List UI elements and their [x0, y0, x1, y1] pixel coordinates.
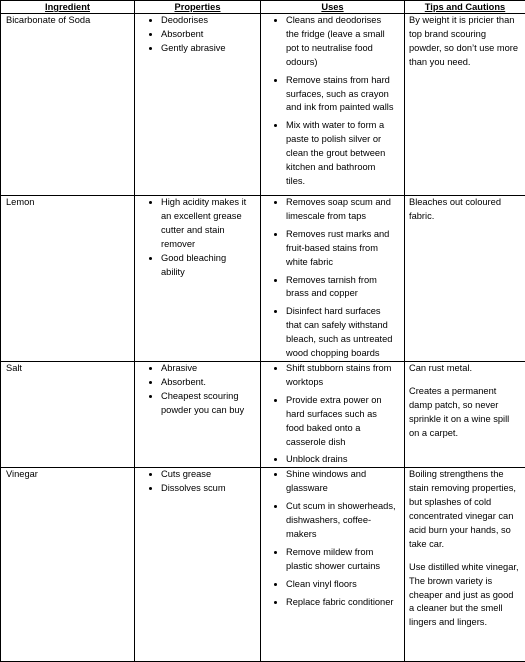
- tips-cell: [405, 468, 525, 662]
- uses-list: [265, 14, 396, 189]
- properties-cell: [135, 196, 261, 362]
- table-row: [1, 468, 525, 662]
- tip-text: Creates a permanent damp patch, so never sprinkle it on a wine spill on a carpet.: [409, 385, 521, 441]
- header-ingredient: Ingredient: [1, 1, 135, 14]
- list-item: • Absorbent.: [161, 376, 248, 390]
- tip-text: Can rust metal.: [409, 362, 521, 376]
- list-item: • Gently abrasive: [161, 42, 248, 56]
- uses-cell: [261, 468, 405, 662]
- list-item: • Removes soap scum and limescale from taps: [286, 196, 396, 224]
- list-item: • Abrasive: [161, 362, 248, 376]
- header-properties: Properties: [135, 1, 261, 14]
- tips-cell: [405, 196, 525, 362]
- list-item: • Disinfect hard surfaces that can safely withstand bleach, such as untreated wood chopping boards: [286, 305, 396, 361]
- header-row: [1, 1, 525, 14]
- properties-cell: [135, 468, 261, 662]
- properties-cell: [135, 14, 261, 196]
- list-item: • Shift stubborn stains from worktops: [286, 362, 396, 390]
- tip-text: Bleaches out coloured fabric.: [409, 196, 521, 224]
- uses-list: [265, 362, 396, 467]
- table-row: [1, 361, 525, 467]
- properties-list: [139, 468, 248, 496]
- tips-cell: [405, 361, 525, 467]
- tip-text: Use distilled white vinegar, The brown variety is cheaper and just as good a cleaner but the smell lingers and lingers.: [409, 561, 521, 631]
- list-item: • Cheapest scouring powder you can buy: [161, 390, 248, 418]
- list-item: • Good bleaching ability: [161, 252, 248, 280]
- ingredient-cell: Vinegar: [1, 468, 135, 662]
- ingredient-cell: Bicarbonate of Soda: [1, 14, 135, 196]
- list-item: • Deodorises: [161, 14, 248, 28]
- list-item: • High acidity makes it an excellent grease cutter and stain remover: [161, 196, 248, 252]
- uses-cell: [261, 196, 405, 362]
- tips-cell: [405, 14, 525, 196]
- list-item: • Shine windows and glassware: [286, 468, 396, 496]
- tip-text: Boiling strengthens the stain removing properties, but splashes of cold concentrated vinegar can acid burn your hands, so take car.: [409, 468, 521, 551]
- uses-list: [265, 196, 396, 361]
- list-item: • Remove mildew from plastic shower curtains: [286, 546, 396, 574]
- list-item: • Cuts grease: [161, 468, 248, 482]
- header-tips-and-cautions: Tips and Cautions: [405, 1, 525, 14]
- list-item: • Mix with water to form a paste to polish silver or clean the grout between kitchen and bathroom tiles.: [286, 119, 396, 189]
- uses-cell: [261, 14, 405, 196]
- properties-list: [139, 362, 248, 418]
- list-item: • Provide extra power on hard surfaces such as food baked onto a casserole dish: [286, 394, 396, 450]
- list-item: • Cut scum in showerheads, dishwashers, coffee-makers: [286, 500, 396, 542]
- table-row: [1, 14, 525, 196]
- list-item: • Replace fabric conditioner: [286, 596, 396, 610]
- tip-text: By weight it is pricier than top brand scouring powder, so don’t use more than you need.: [409, 14, 521, 70]
- list-item: • Absorbent: [161, 28, 248, 42]
- properties-list: [139, 14, 248, 56]
- list-item: • Cleans and deodorises the fridge (leave a small pot to neutralise food odours): [286, 14, 396, 70]
- properties-list: [139, 196, 248, 279]
- list-item: • Unblock drains: [286, 453, 396, 467]
- header-uses: Uses: [261, 1, 405, 14]
- uses-cell: [261, 361, 405, 467]
- list-item: • Dissolves scum: [161, 482, 248, 496]
- table-row: [1, 196, 525, 362]
- list-item: • Remove stains from hard surfaces, such as crayon and ink from painted walls: [286, 74, 396, 116]
- ingredient-cell: Salt: [1, 361, 135, 467]
- properties-cell: [135, 361, 261, 467]
- list-item: • Clean vinyl floors: [286, 578, 396, 592]
- list-item: • Removes tarnish from brass and copper: [286, 274, 396, 302]
- uses-list: [265, 468, 396, 609]
- ingredient-cell: Lemon: [1, 196, 135, 362]
- list-item: • Removes rust marks and fruit-based stains from white fabric: [286, 228, 396, 270]
